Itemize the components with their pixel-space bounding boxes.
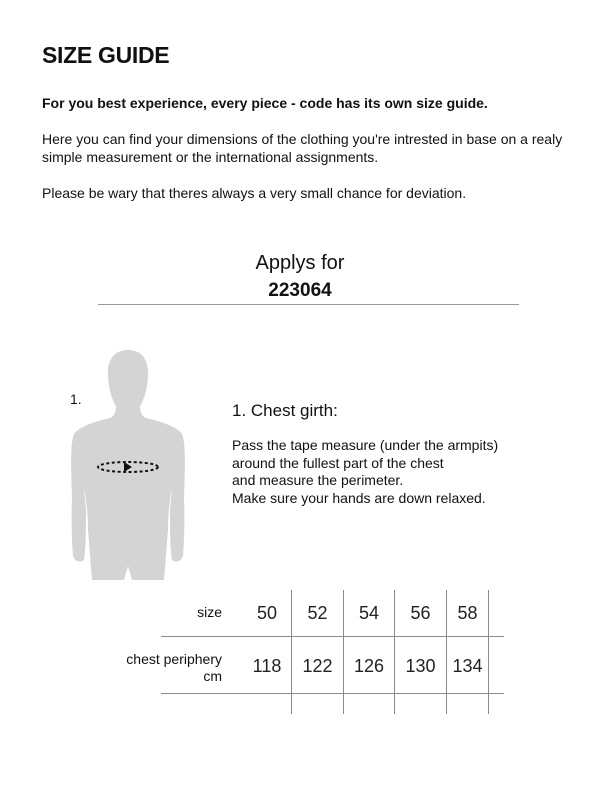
chest-cell: 122 [302, 656, 333, 676]
product-code: 223064 [268, 280, 332, 301]
size-cell: 52 [307, 603, 328, 623]
chest-row-label-line2: cm [203, 668, 222, 684]
instruction-line: around the fullest part of the chest [232, 454, 444, 471]
chest-cell: 134 [452, 656, 483, 676]
chest-cell: 126 [353, 656, 385, 676]
chest-row-label [90, 651, 222, 685]
measurement-title: 1. Chest girth: [232, 401, 338, 420]
column-divider [488, 590, 489, 714]
lead-text: For you best experience, every piece - code has its own size guide. [42, 95, 488, 111]
chest-cell: 118 [252, 656, 282, 676]
figure-number: 1. [70, 391, 82, 407]
instruction-line: Pass the tape measure (under the armpits) [232, 437, 499, 453]
size-cell: 54 [358, 603, 380, 623]
size-cell: 50 [256, 603, 278, 623]
instruction-line: Make sure your hands are down relaxed. [232, 489, 486, 506]
page-title: SIZE GUIDE [42, 42, 170, 68]
table-rule [161, 636, 504, 637]
chest-row-label-line1: chest periphery [126, 651, 222, 667]
intro-paragraph: Here you can find your dimensions of the clothing you're intrested in base on a realy simple measurement or the international assignments. [42, 131, 563, 165]
chest-cell: 130 [405, 656, 436, 676]
applies-label: Applys for [255, 252, 345, 274]
table-rule [161, 693, 504, 694]
size-cell: 58 [457, 603, 478, 623]
instruction-line: and measure the perimeter. [232, 472, 404, 488]
size-cell: 56 [410, 603, 431, 623]
deviation-note: Please be wary that theres always a very small chance for deviation. [42, 185, 467, 201]
size-row-label: size [197, 604, 222, 620]
